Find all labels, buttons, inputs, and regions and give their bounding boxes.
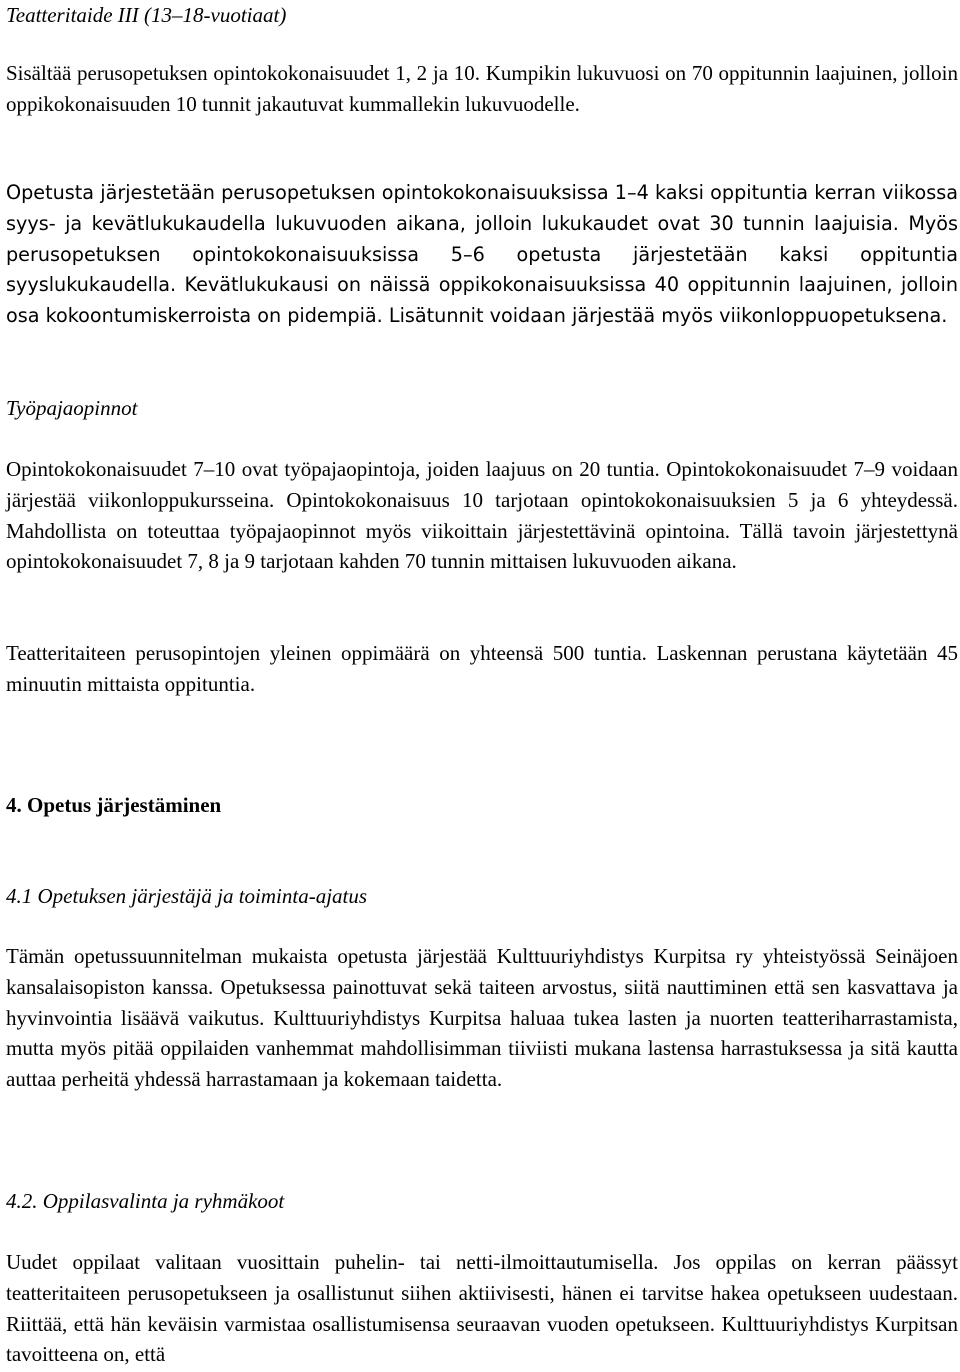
paragraph-workshop-studies: Opintokokonaisuudet 7–10 ovat työpajaopintoja, joiden laajuus on 20 tuntia. Opintokokonaisuudet 7–9 voidaan järjestää viikonloppukursseina. Opintokokonaisuus 10 tarjotaan opintokokonaisuuksien 5 ja 6 yhteydessä. Mahdollista on toteuttaa työpajaopinnot myös viikoittain järjestettävinä opintoina. Tällä tavoin järjestettynä opintokokonaisuudet 7, 8 ja 9 tarjotaan kahden 70 tunnin mittaisen lukuvuoden aikana.	[6, 457, 958, 574]
heading-section-4-1: 4.1 Opetuksen järjestäjä ja toiminta-ajatus	[6, 884, 368, 908]
paragraph-course-content: Sisältää perusopetuksen opintokokonaisuudet 1, 2 ja 10. Kumpikin lukuvuosi on 70 oppitunnin laajuinen, jolloin oppikokonaisuuden 10 tunnit jakautuvat kummallekin lukuvuodelle.	[6, 61, 958, 116]
paragraph-total-hours: Teatteritaiteen perusopintojen yleinen oppimäärä on yhteensä 500 tuntia. Laskennan perustana käytetään 45 minuutin mittaista oppituntia.	[6, 641, 958, 696]
heading-section-4-2: 4.2. Oppilasvalinta ja ryhmäkoot	[6, 1189, 285, 1213]
paragraph-organizer: Tämän opetussuunnitelman mukaista opetusta järjestää Kulttuuriyhdistys Kurpitsa ry yhteistyössä Seinäjoen kansalaisopiston kanssa. Opetuksessa painottuvat sekä taiteen arvostus, siitä nauttiminen että sen kasvattava ja hyvinvointia lisäävä vaikutus. Kulttuuriyhdistys Kurpitsa haluaa tukea lasten ja nuorten teatteriharrastamista, mutta myös pitää oppilaiden vanhemmat mahdollisimman tiiviisti mukana lastensa harrastuksessa ja sitä kautta auttaa perheitä yhdessä harrastamaan ja kokemaan taidetta.	[6, 944, 958, 1092]
paragraph-teaching-arrangement: Opetusta järjestetään perusopetuksen opintokokonaisuuksissa 1–4 kaksi oppituntia kerran viikossa syys- ja kevätlukukaudella lukuvuoden aikana, jolloin lukukaudet ovat 30 tunnin laajuisia. Myös perusopetuksen opintokokonaisuuksissa 5–6 opetusta järjestetään kaksi oppituntia syyslukukaudella. Kevätlukukausi on näissä oppikokonaisuuksissa 40 oppitunnin laajuinen, jolloin osa kokoontumiskerroista on pidempiä. Lisätunnit voidaan järjestää myös viikonloppuopetuksena.	[6, 181, 958, 328]
section-title: Teatteritaide III (13–18-vuotiaat)	[6, 3, 287, 27]
heading-tyopajaopinnot: Työpajaopinnot	[6, 396, 138, 420]
paragraph-student-selection: Uudet oppilaat valitaan vuosittain puhelin- tai netti-ilmoittautumisella. Jos oppilas on kerran päässyt teatteritaiteen perusopetukseen ja osallistunut siihen aktiivisesti, hänen ei tarvitse hakea opetukseen uudestaan. Riittää, että hän keväisin varmistaa osallistumisensa seuraavan vuoden opetukseen. Kulttuuriyhdistys Kurpitsan tavoitteena on, että	[6, 1250, 958, 1367]
heading-section-4: 4. Opetus järjestäminen	[6, 793, 222, 817]
